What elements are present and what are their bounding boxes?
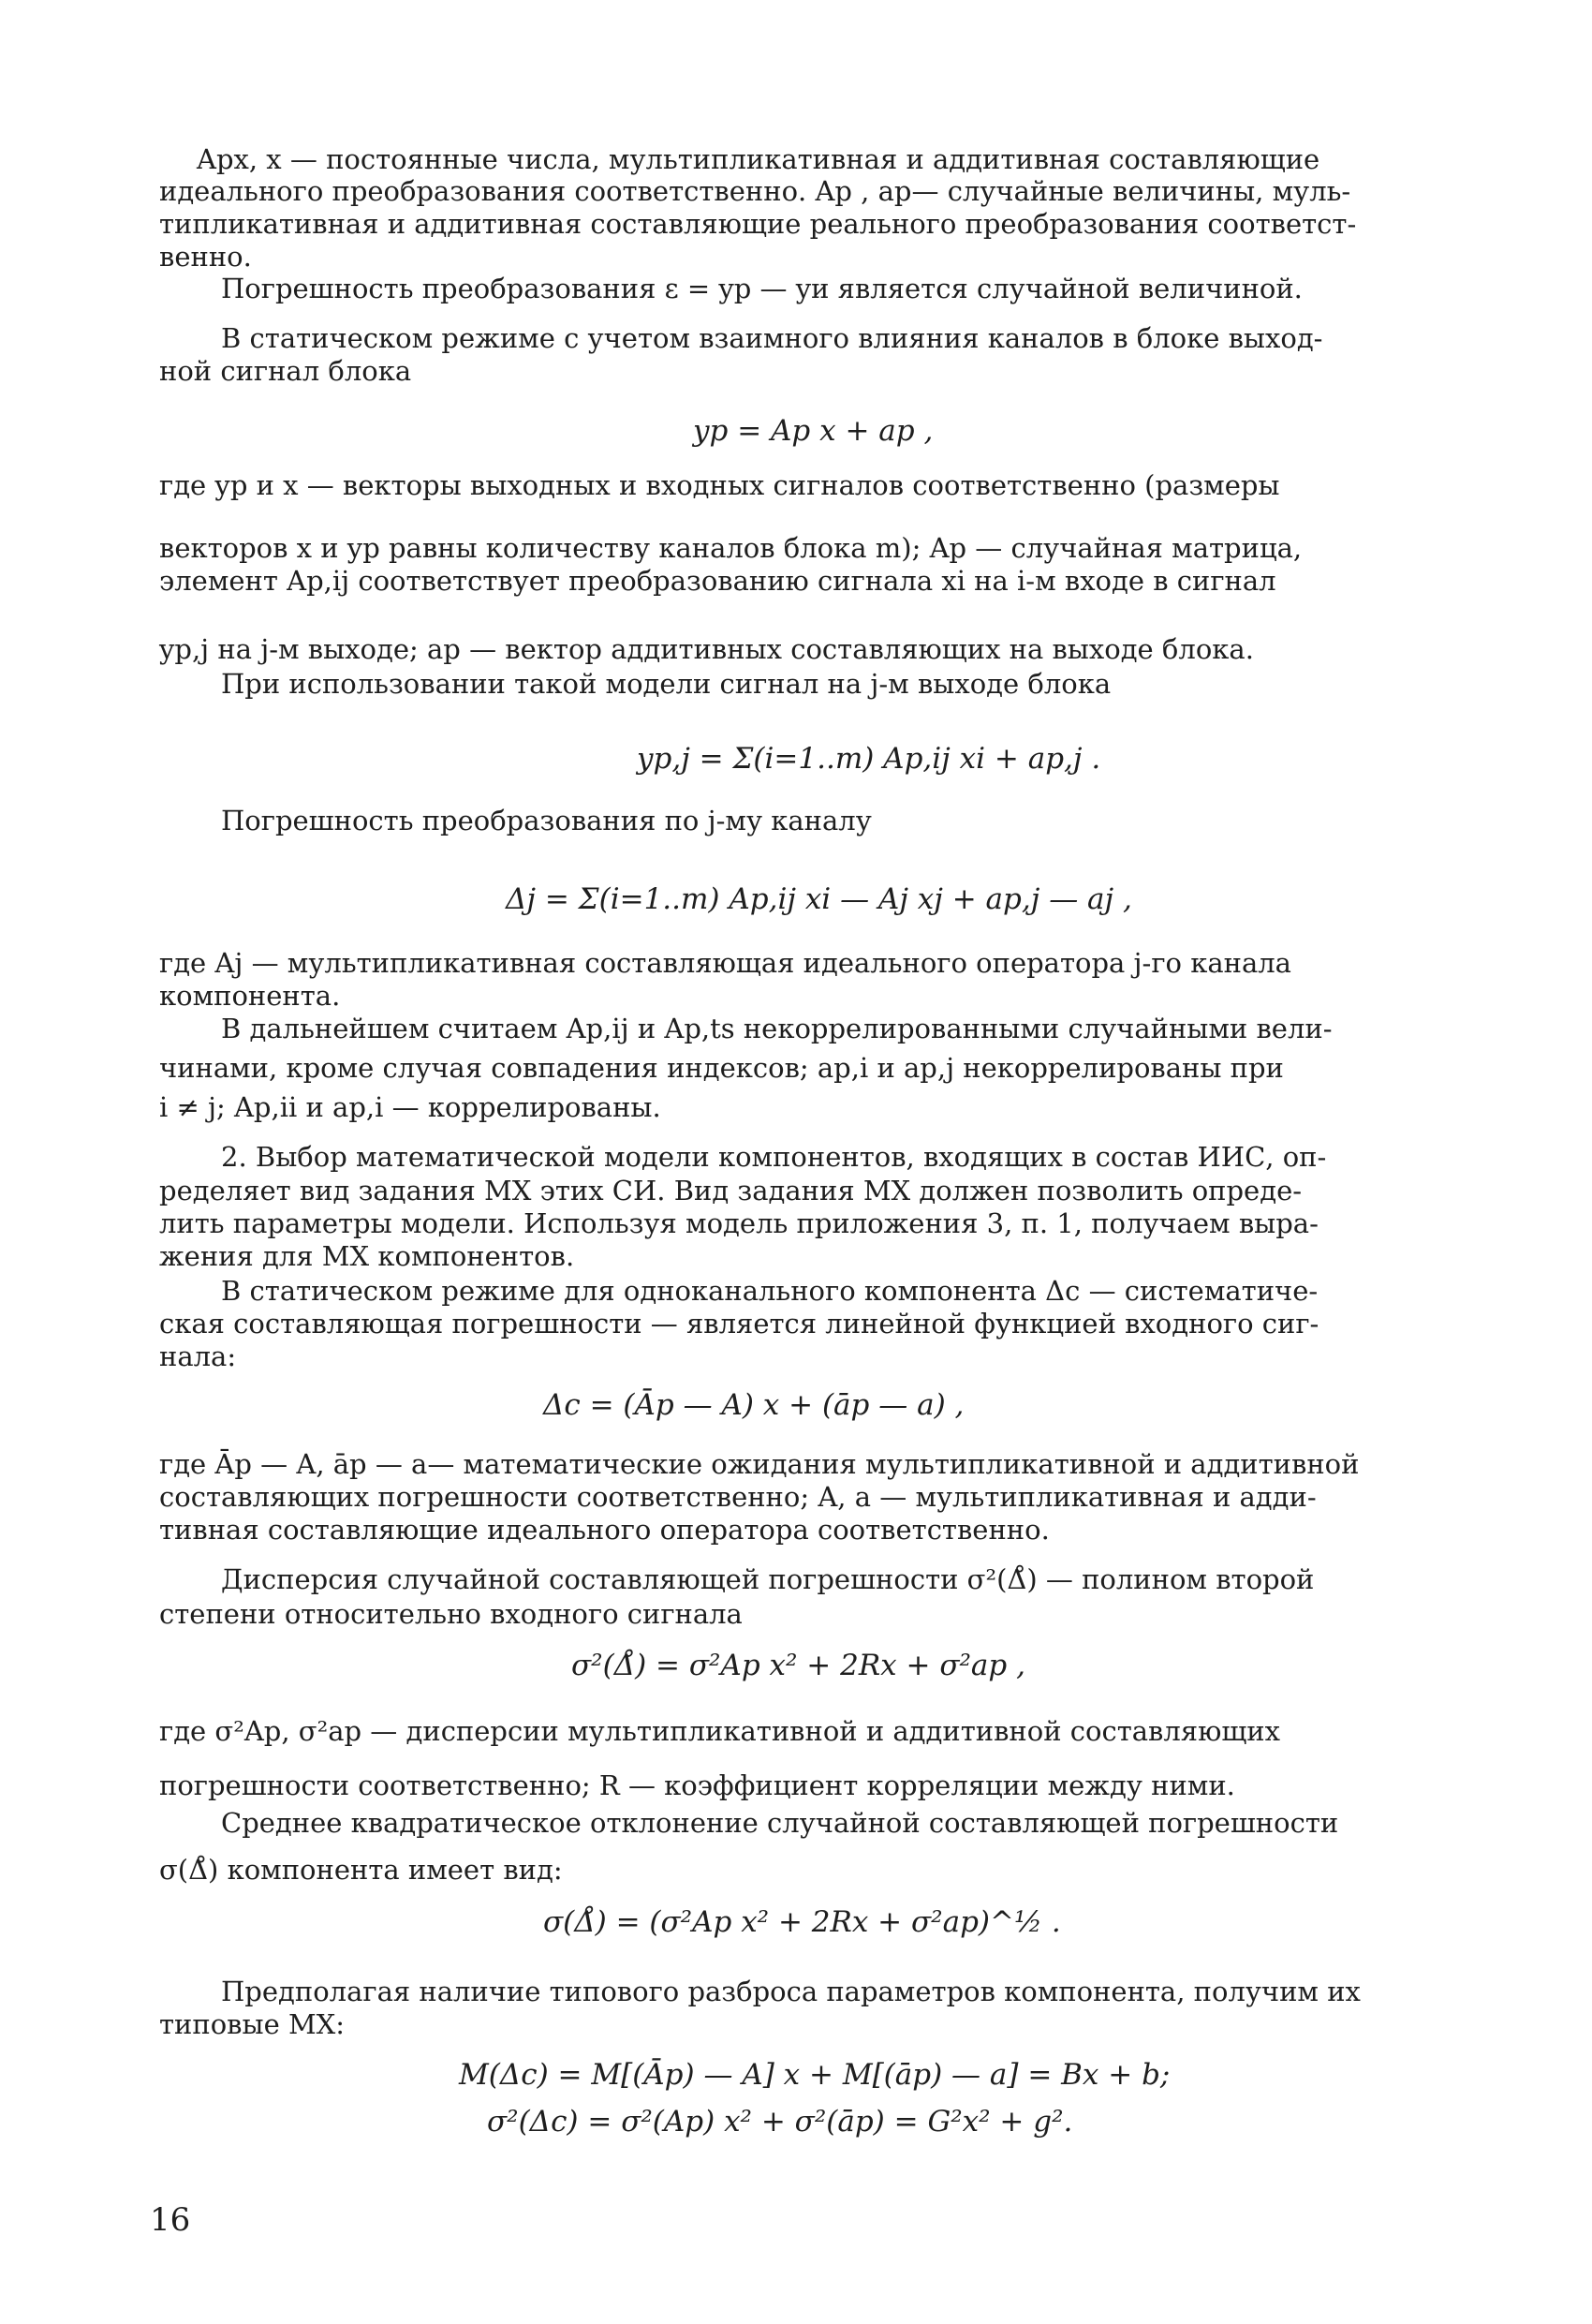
text-line: жения для МХ компонентов. <box>159 1240 575 1272</box>
text-line: Aрx, x — постоянные числа, мультипликативная и аддитивная составляющие <box>197 143 1320 175</box>
formula-output-vector: yр = Aр x + aр , <box>693 414 934 448</box>
text-line: При использовании такой модели сигнал на j-м выходе блока <box>221 668 1112 700</box>
text-line: составляющих погрешности соответственно; A, a — мультипликативная и адди- <box>159 1481 1317 1513</box>
text-line: векторов x и yр равны количеству каналов блока m); Aр — случайная матрица, <box>159 532 1303 564</box>
formula-mean-mx: M(Δc) = M[(Āр) — A] x + M[(āр) — a] = Bx + b; <box>459 2058 1171 2092</box>
text-line: степени относительно входного сигнала <box>159 1598 743 1630</box>
text-line: ной сигнал блока <box>159 355 412 387</box>
text-line: погрешности соответственно; R — коэффициент корреляции между ними. <box>159 1769 1235 1801</box>
text-line: лить параметры модели. Используя модель приложения 3, п. 1, получаем выра- <box>159 1207 1319 1239</box>
text-line: где Aj — мультипликативная составляющая идеального оператора j-го канала <box>159 947 1291 979</box>
text-line: компонента. <box>159 980 341 1012</box>
text-line: где Āр — A, āр — a— математические ожидания мультипликативной и аддитивной <box>159 1448 1360 1480</box>
formula-variance: σ²(Δ̊) = σ²Aр x² + 2Rx + σ²aр , <box>571 1649 1025 1682</box>
text-line: i ≠ j; Aр,ii и aр,i — коррелированы. <box>159 1091 661 1123</box>
formula-systematic-error: Δc = (Āр — A) x + (āр — a) , <box>543 1388 965 1422</box>
text-line: чинами, кроме случая совпадения индексов; aр,i и aр,j некоррелированы при <box>159 1052 1284 1084</box>
page-number: 16 <box>150 2201 191 2239</box>
text-line: типовые МХ: <box>159 2008 346 2040</box>
text-line: тивная составляющие идеального оператора соответственно. <box>159 1514 1050 1546</box>
text-line: элемент Aр,ij соответствует преобразованию сигнала xi на i-м входе в сигнал <box>159 565 1276 597</box>
formula-variance-mx: σ²(Δc) = σ²(Aр) x² + σ²(āр) = G²x² + g². <box>487 2105 1073 2139</box>
text-line: нала: <box>159 1340 237 1372</box>
text-line: 2. Выбор математической модели компонентов, входящих в состав ИИС, оп- <box>221 1141 1327 1173</box>
text-line: σ(Δ̊) компонента имеет вид: <box>159 1854 563 1886</box>
text-line: типликативная и аддитивная составляющие реального преобразования соответст- <box>159 208 1357 240</box>
text-line: Погрешность преобразования ε = yр — yи является случайной величиной. <box>221 273 1303 304</box>
text-line: yр,j на j-м выходе; aр — вектор аддитивных составляющих на выходе блока. <box>159 633 1254 665</box>
text-line: ская составляющая погрешности — является линейной функцией входного сиг- <box>159 1308 1319 1340</box>
text-line: где σ²Aр, σ²aр — дисперсии мультипликативной и аддитивной составляющих <box>159 1715 1280 1747</box>
text-line: где yр и x — векторы выходных и входных сигналов соответственно (размеры <box>159 469 1280 501</box>
text-line: Погрешность преобразования по j-му каналу <box>221 805 872 836</box>
text-line: В статическом режиме с учетом взаимного влияния каналов в блоке выход- <box>221 322 1323 354</box>
text-line: Предполагая наличие типового разброса параметров компонента, получим их <box>221 1976 1361 2007</box>
text-line: В дальнейшем считаем Aр,ij и Aр,ts некоррелированными случайными вели- <box>221 1013 1333 1044</box>
formula-channel-error: Δj = Σ(i=1..m) Aр,ij xi — Aj xj + aр,j — aj , <box>506 882 1132 916</box>
text-line: Среднее квадратическое отклонение случайной составляющей погрешности <box>221 1807 1339 1839</box>
text-line: венно. <box>159 241 252 273</box>
text-line: В статическом режиме для одноканального компонента Δc — систематиче- <box>221 1275 1319 1307</box>
text-line: Дисперсия случайной составляющей погрешности σ²(Δ̊) — полином второй <box>221 1563 1315 1595</box>
formula-output-signal: yр,j = Σ(i=1..m) Aр,ij xi + aр,j . <box>637 742 1101 776</box>
text-line: ределяет вид задания МХ этих СИ. Вид задания МХ должен позволить опреде- <box>159 1175 1303 1206</box>
text-line: идеального преобразования соответственно. Aр , aр— случайные величины, муль- <box>159 175 1351 207</box>
formula-std-deviation: σ(Δ̊) = (σ²Aр x² + 2Rx + σ²aр)^½ . <box>543 1905 1061 1939</box>
